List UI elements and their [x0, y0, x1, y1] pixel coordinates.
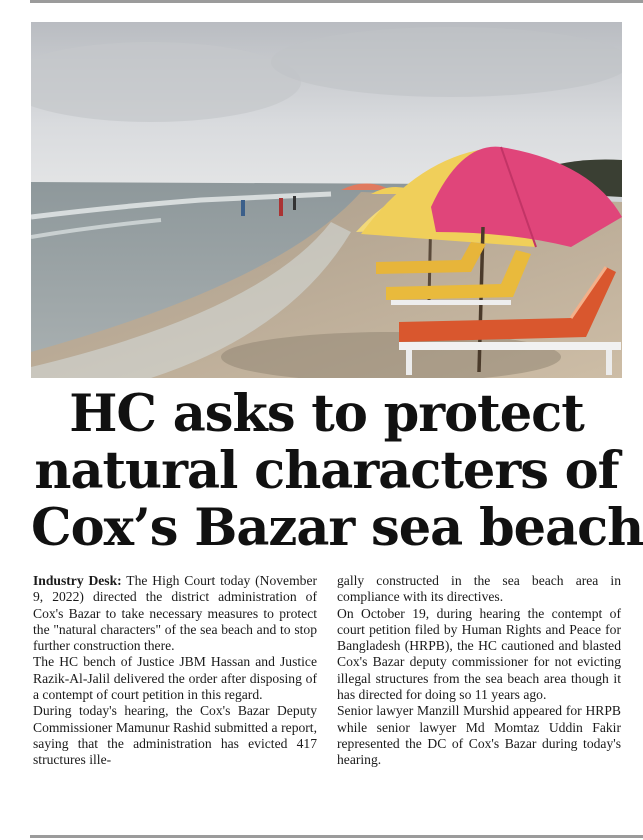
top-rule — [30, 0, 643, 3]
paragraph-4: On October 19, during hearing the contempt of court petition filed by Human Rights and Peace for Bangladesh (HRPB), the HC cautioned and blasted Cox's Bazar deputy commissioner for not evicting illegal structures from the sea beach area though it has directed for doing so 11 years ago. — [337, 605, 621, 703]
paragraph-1 — [33, 573, 317, 654]
paragraph-2: The HC bench of Justice JBM Hassan and Justice Razik-Al-Jalil delivered the order after disposing of a contempt of court petition in this regard. — [33, 654, 317, 703]
article-photo — [31, 22, 622, 378]
beach-photo-illustration — [31, 22, 622, 378]
headline-line-3: Cox’s Bazar sea beach — [31, 498, 643, 558]
byline: Industry Desk: — [33, 573, 122, 588]
headline — [31, 384, 643, 558]
paragraph-3-start: During today's hearing, the Cox's Bazar Deputy Commissioner Mamunur Rashid submitted a report, saying that the administration has evicted 417 structures ille- — [33, 703, 317, 768]
body-column-right — [337, 573, 621, 769]
headline-line-1: HC asks to protect — [69, 384, 584, 444]
paragraph-5: Senior lawyer Manzill Murshid appeared for HRPB while senior lawyer Md Momtaz Uddin Fakir represented the DC of Cox's Bazar during today's hearing. — [337, 703, 621, 768]
body-column-left — [33, 573, 317, 769]
headline-line-2: natural characters of — [34, 441, 619, 501]
paragraph-1-text: The High Court today (November 9, 2022) directed the district administration of Cox's Bazar to take necessary measures to protect the "natural characters" of the sea beach and to stop further construction there. — [33, 573, 318, 654]
paragraph-3-end: gally constructed in the sea beach area in compliance with its directives. — [337, 573, 621, 605]
bottom-rule — [30, 835, 643, 838]
